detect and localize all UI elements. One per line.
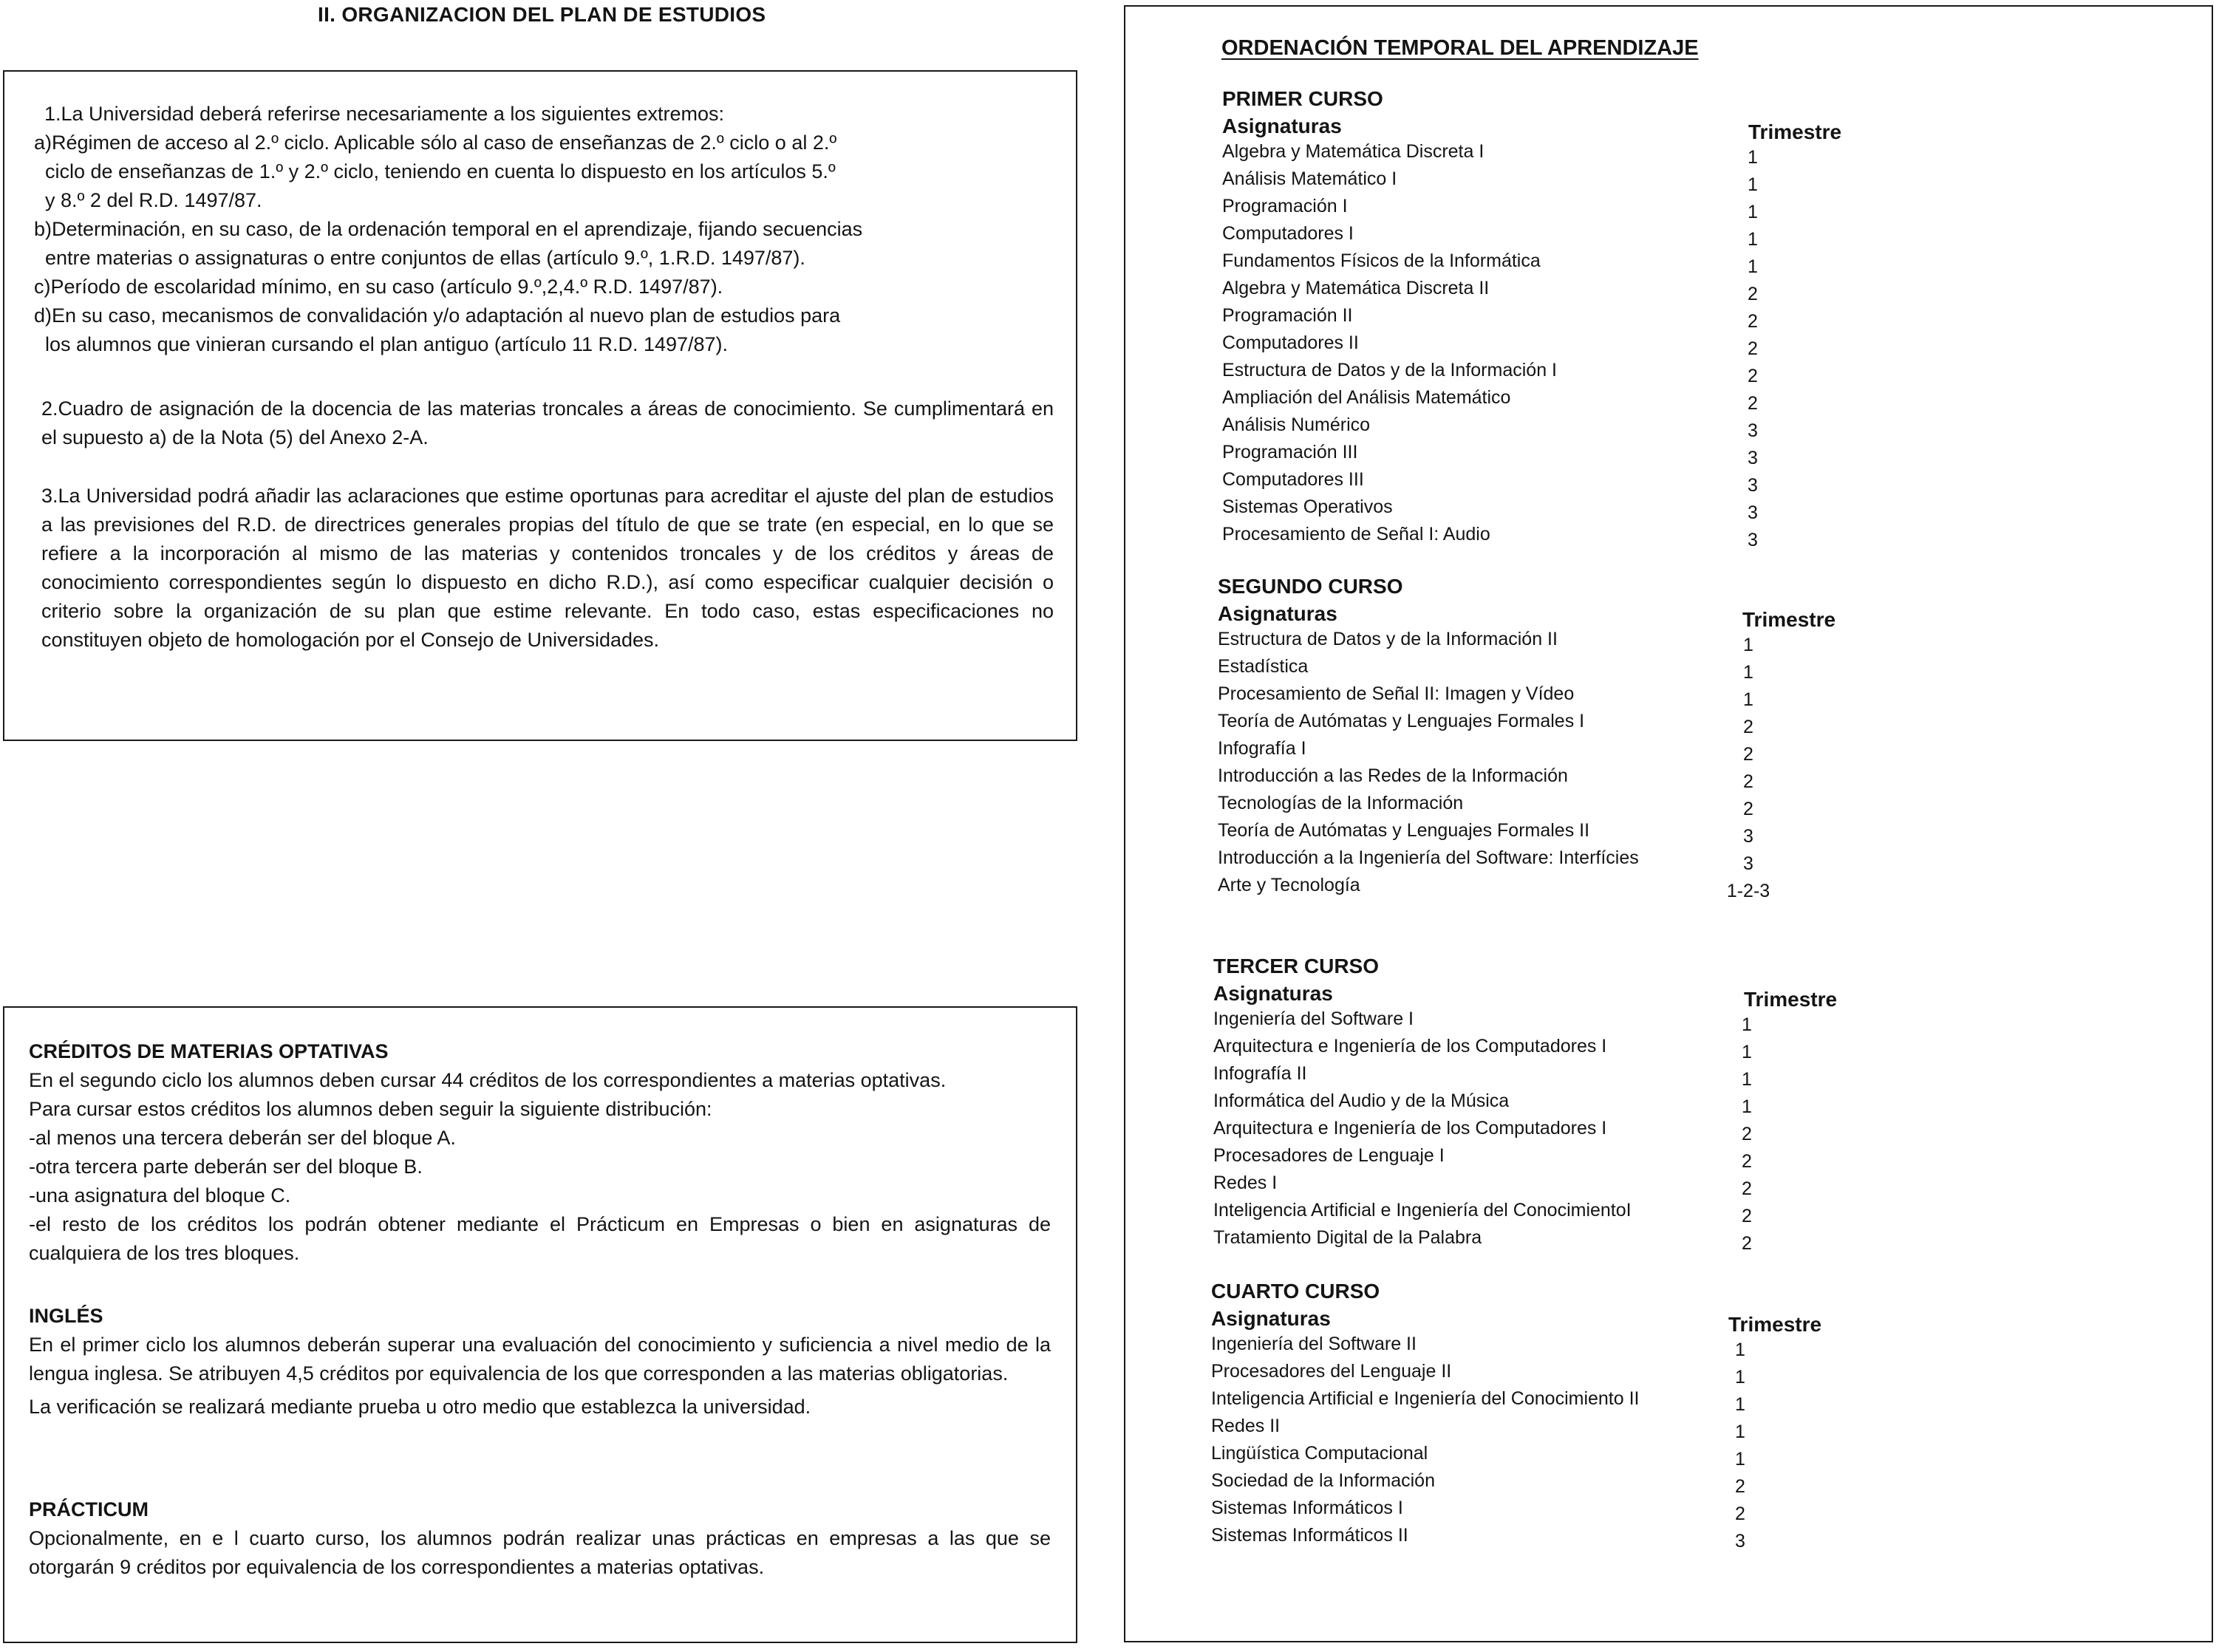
subject-name: Introducción a las Redes de la Información: [1218, 765, 1568, 786]
practicum-text: Opcionalmente, en e l cuarto curso, los alumnos podrán realizar unas prácticas en empresas a las que se otorgarán 9 créditos por equivalencia de los correspondientes a materias optativas.: [29, 1527, 1051, 1578]
column-term-header: Trimestre: [1728, 1313, 1822, 1336]
subject-row: [1213, 1116, 2100, 1144]
subject-name: Tratamiento Digital de la Palabra: [1213, 1227, 1482, 1248]
subject-name: Programación III: [1222, 442, 1358, 463]
subject-name: Teoría de Autómatas y Lenguajes Formales I: [1218, 711, 1585, 731]
subject-term: 2: [1748, 311, 1758, 332]
subject-name: Sistemas Informáticos I: [1211, 1498, 1403, 1518]
column-headers: [1218, 601, 2104, 631]
subject-name: Análisis Numérico: [1222, 414, 1371, 435]
subject-row: [1222, 194, 2109, 222]
subject-row: [1222, 222, 2109, 249]
requirement-b-line-2: entre materias o assignaturas o entre conjuntos de ellas (artículo 9.º, 1.R.D. 1497/87).: [34, 247, 805, 269]
ingles-verification: La verificación se realizará mediante prueba u otro medio que establezca la universidad.: [29, 1396, 811, 1418]
subject-row: [1222, 468, 2109, 495]
subject-name: Procesamiento de Señal II: Imagen y Vídeo: [1218, 683, 1575, 704]
subject-term: 2: [1743, 771, 1753, 792]
subject-term: 2: [1748, 284, 1758, 304]
subject-row: [1213, 1171, 2100, 1198]
subject-row: [1211, 1332, 2098, 1359]
requirements-box: [3, 70, 1077, 741]
subject-term: 2: [1743, 799, 1753, 819]
subject-term: 1: [1742, 1069, 1752, 1090]
subject-row: [1218, 682, 2104, 709]
subject-row: [1222, 413, 2109, 440]
practicum-title: PRÁCTICUM: [29, 1498, 149, 1520]
optativas-line-3: -al menos una tercera deberán ser del bloque A.: [29, 1127, 456, 1149]
subject-term: 1: [1748, 229, 1758, 250]
subject-term: 2: [1748, 393, 1758, 414]
subject-row: [1218, 873, 2104, 901]
subject-name: Lingüística Computacional: [1211, 1443, 1428, 1464]
subject-term: 3: [1748, 475, 1758, 496]
subject-row: [1211, 1414, 2098, 1441]
column-subject-header: Asignaturas: [1222, 115, 1342, 137]
subject-name: Arquitectura e Ingeniería de los Computadores I: [1213, 1118, 1607, 1139]
subject-term: 1: [1735, 1367, 1745, 1388]
subject-name: Inteligencia Artificial e Ingeniería del Conocimiento II: [1211, 1388, 1640, 1409]
subject-row: [1222, 331, 2109, 358]
subject-row: [1222, 440, 2109, 468]
subject-name: Teoría de Autómatas y Lenguajes Formales II: [1218, 820, 1590, 841]
subject-name: Ingeniería del Software I: [1213, 1008, 1414, 1029]
subject-term: 1: [1743, 662, 1753, 683]
subject-term: 3: [1748, 420, 1758, 441]
subject-row: [1222, 140, 2109, 167]
column-subject-header: Asignaturas: [1218, 602, 1337, 625]
curso-title: PRIMER CURSO: [1222, 87, 1383, 110]
subject-name: Algebra y Matemática Discreta I: [1222, 141, 1485, 162]
subject-row: [1218, 791, 2104, 819]
optativas-line-1: En el segundo ciclo los alumnos deben cursar 44 créditos de los correspondientes a materias optativas.: [29, 1069, 947, 1091]
subject-term: 3: [1735, 1531, 1745, 1552]
subject-row: [1218, 737, 2104, 764]
subject-row: [1222, 249, 2109, 276]
subject-name: Infografía II: [1213, 1063, 1307, 1084]
subject-term: 2: [1735, 1503, 1745, 1524]
subject-name: Computadores II: [1222, 332, 1359, 353]
optativas-line-5: -una asignatura del bloque C.: [29, 1184, 291, 1206]
subject-name: Infografía I: [1218, 738, 1306, 759]
subject-term: 1: [1748, 202, 1758, 222]
curso-primer: [1222, 85, 2109, 550]
subject-term: 1: [1735, 1339, 1745, 1360]
subject-row: [1213, 1062, 2100, 1089]
curso-segundo: [1218, 573, 2104, 901]
curso-title: TERCER CURSO: [1213, 955, 1380, 977]
page-title: II. ORGANIZACION DEL PLAN DE ESTUDIOS: [318, 3, 766, 26]
column-subject-header: Asignaturas: [1211, 1307, 1331, 1330]
subject-term: 2: [1743, 744, 1753, 765]
subject-name: Ingeniería del Software II: [1211, 1334, 1417, 1354]
subject-term: 1: [1735, 1449, 1745, 1470]
subject-row: [1211, 1359, 2098, 1387]
subject-name: Inteligencia Artificial e Ingeniería del ConocimientoI: [1213, 1200, 1632, 1221]
subject-row: [1213, 1144, 2100, 1171]
subject-term: 2: [1748, 366, 1758, 386]
subject-term: 1: [1743, 689, 1753, 710]
subject-row: [1218, 709, 2104, 737]
subject-table: [1211, 1332, 2098, 1551]
subject-term: 2: [1742, 1206, 1752, 1226]
subject-name: Fundamentos Físicos de la Informática: [1222, 250, 1541, 271]
column-term-header: Trimestre: [1744, 988, 1838, 1011]
subject-row: [1222, 358, 2109, 386]
subject-term: 3: [1743, 853, 1753, 874]
subject-term: 1: [1735, 1421, 1745, 1442]
subject-term: 1: [1742, 1042, 1752, 1062]
subject-row: [1213, 1089, 2100, 1116]
subject-term: 2: [1743, 717, 1753, 737]
subject-row: [1222, 304, 2109, 331]
optativas-line-2: Para cursar estos créditos los alumnos deben seguir la siguiente distribución:: [29, 1098, 712, 1120]
subject-name: Análisis Matemático I: [1222, 168, 1397, 189]
subject-row: [1213, 1007, 2100, 1034]
subject-row: [1218, 655, 2104, 682]
column-term-header: Trimestre: [1742, 608, 1836, 631]
subject-row: [1211, 1496, 2098, 1523]
requirement-b-line-1: b)Determinación, en su caso, de la ordenación temporal en el aprendizaje, fijando secuencias: [34, 218, 863, 240]
subject-table: [1222, 140, 2109, 550]
subject-term: 1-2-3: [1726, 881, 1770, 901]
subject-row: [1211, 1523, 2098, 1551]
curso-tercer: [1213, 952, 2100, 1253]
subject-name: Redes I: [1213, 1173, 1278, 1193]
requirements-list: [34, 100, 1049, 359]
curso-title: CUARTO CURSO: [1211, 1280, 1380, 1303]
subject-row: [1222, 276, 2109, 304]
requirement-item-3: 3.La Universidad podrá añadir las aclaraciones que estime oportunas para acreditar el ajuste del plan de estudios a las previsiones del R.D. de directrices generales propias del título de que se trate (en especial, en lo que se refiere a la incorporación al mismo de las materias y contenidos troncales y de los créditos y áreas de conocimiento correspondientes según lo dispuesto en dicho R.D.), así como especificar cualquier decisión o criterio sobre la organización de su plan que estime relevante. En todo caso, estas especificaciones no constituyen objeto de homologación por el Consejo de Universidades.: [41, 485, 1054, 651]
subject-term: 2: [1748, 338, 1758, 359]
subject-row: [1213, 1226, 2100, 1253]
subject-term: 1: [1735, 1394, 1745, 1415]
subject-term: 1: [1748, 174, 1758, 195]
column-subject-header: Asignaturas: [1213, 982, 1333, 1005]
requirement-d-line-2: los alumnos que vinieran cursando el plan antiguo (artículo 11 R.D. 1497/87).: [34, 333, 729, 355]
subject-name: Estructura de Datos y de la Información I: [1222, 360, 1557, 380]
requirement-d-line-1: d)En su caso, mecanismos de convalidación y/o adaptación al nuevo plan de estudios para: [34, 304, 841, 327]
subject-name: Estadística: [1218, 656, 1309, 677]
ordenacion-box: [1124, 5, 2213, 1642]
subject-term: 2: [1742, 1124, 1752, 1144]
optativas-line-4: -otra tercera parte deberán ser del bloque B.: [29, 1156, 423, 1178]
subject-name: Sistemas Informáticos II: [1211, 1525, 1408, 1546]
subject-name: Programación II: [1222, 305, 1353, 326]
subject-row: [1218, 819, 2104, 846]
subject-term: 3: [1748, 448, 1758, 468]
column-term-header: Trimestre: [1748, 120, 1842, 143]
subject-row: [1222, 167, 2109, 194]
subject-name: Sistemas Operativos: [1222, 496, 1393, 517]
subject-row: [1222, 495, 2109, 522]
subject-table: [1213, 1007, 2100, 1253]
requirement-intro: 1.La Universidad deberá referirse necesariamente a los siguientes extremos:: [44, 103, 724, 125]
subject-name: Procesamiento de Señal I: Audio: [1222, 524, 1490, 545]
subject-row: [1218, 846, 2104, 873]
practicum-section: [29, 1495, 1051, 1582]
subject-row: [1222, 522, 2109, 550]
optativas-box: [3, 1006, 1077, 1643]
requirement-c-line: c)Período de escolaridad mínimo, en su caso (artículo 9.º,2,4.º R.D. 1497/87).: [34, 276, 723, 298]
subject-row: [1211, 1387, 2098, 1414]
requirement-a-line-3: y 8.º 2 del R.D. 1497/87.: [34, 189, 262, 211]
subject-term: 1: [1742, 1096, 1752, 1117]
subject-name: Estructura de Datos y de la Información II: [1218, 629, 1558, 649]
subject-term: 1: [1748, 256, 1758, 277]
subject-name: Procesadores de Lenguaje I: [1213, 1145, 1445, 1166]
subject-name: Algebra y Matemática Discreta II: [1222, 278, 1490, 298]
subject-name: Arquitectura e Ingeniería de los Computadores I: [1213, 1036, 1607, 1057]
ingles-title: INGLÉS: [29, 1305, 103, 1327]
subject-term: 1: [1742, 1014, 1752, 1035]
subject-term: 2: [1735, 1476, 1745, 1497]
subject-term: 2: [1742, 1233, 1752, 1254]
subject-name: Arte y Tecnología: [1218, 875, 1360, 895]
subject-term: 3: [1748, 502, 1758, 523]
subject-name: Redes II: [1211, 1416, 1281, 1436]
ordenacion-title: ORDENACIÓN TEMPORAL DEL APRENDIZAJE: [1221, 36, 1699, 60]
column-headers: [1213, 980, 2100, 1011]
ingles-section: [29, 1302, 1051, 1421]
subject-name: Introducción a la Ingeniería del Software: Interfícies: [1218, 847, 1639, 868]
column-headers: [1222, 113, 2109, 143]
subject-term: 3: [1748, 530, 1758, 550]
subject-row: [1211, 1441, 2098, 1469]
optativas-section: [29, 1037, 1051, 1268]
subject-term: 3: [1743, 826, 1753, 847]
subject-term: 2: [1742, 1151, 1752, 1172]
column-headers: [1211, 1305, 2098, 1336]
subject-name: Informática del Audio y de la Música: [1213, 1090, 1510, 1111]
subject-term: 1: [1748, 147, 1758, 168]
subject-name: Programación I: [1222, 196, 1348, 216]
subject-row: [1213, 1198, 2100, 1226]
requirement-item-2: 2.Cuadro de asignación de la docencia de las materias troncales a áreas de conocimiento. Se cumplimentará en el supuesto a) de la Nota (5) del Anexo 2-A.: [41, 397, 1054, 448]
optativas-last: -el resto de los créditos los podrán obtener mediante el Prácticum en Empresas o bien en asignaturas de cualquiera de los tres bloques.: [29, 1213, 1051, 1264]
subject-name: Computadores III: [1222, 469, 1364, 490]
requirement-a-line-1: a)Régimen de acceso al 2.º ciclo. Aplicable sólo al caso de enseñanzas de 2.º ciclo o al 2.º: [34, 132, 837, 154]
subject-row: [1218, 764, 2104, 791]
subject-name: Computadores I: [1222, 223, 1354, 244]
curso-title: SEGUNDO CURSO: [1218, 575, 1403, 598]
subject-row: [1213, 1034, 2100, 1062]
subject-name: Procesadores del Lenguaje II: [1211, 1361, 1452, 1382]
curso-cuarto: [1211, 1277, 2098, 1551]
subject-name: Tecnologías de la Información: [1218, 793, 1464, 813]
subject-row: [1222, 386, 2109, 413]
subject-name: Ampliación del Análisis Matemático: [1222, 387, 1511, 408]
subject-term: 1: [1743, 635, 1753, 655]
subject-table: [1218, 627, 2104, 901]
optativas-title: CRÉDITOS DE MATERIAS OPTATIVAS: [29, 1040, 389, 1062]
subject-term: 2: [1742, 1178, 1752, 1199]
ingles-text: En el primer ciclo los alumnos deberán superar una evaluación del conocimiento y suficiencia a nivel medio de la lengua inglesa. Se atribuyen 4,5 créditos por equivalencia de los que corresponden a las materias obligatorias.: [29, 1334, 1051, 1385]
subject-name: Sociedad de la Información: [1211, 1470, 1435, 1491]
subject-row: [1218, 627, 2104, 655]
subject-row: [1211, 1469, 2098, 1496]
requirement-a-line-2: ciclo de enseñanzas de 1.º y 2.º ciclo, teniendo en cuenta lo dispuesto en los artículos 5.º: [34, 160, 836, 182]
